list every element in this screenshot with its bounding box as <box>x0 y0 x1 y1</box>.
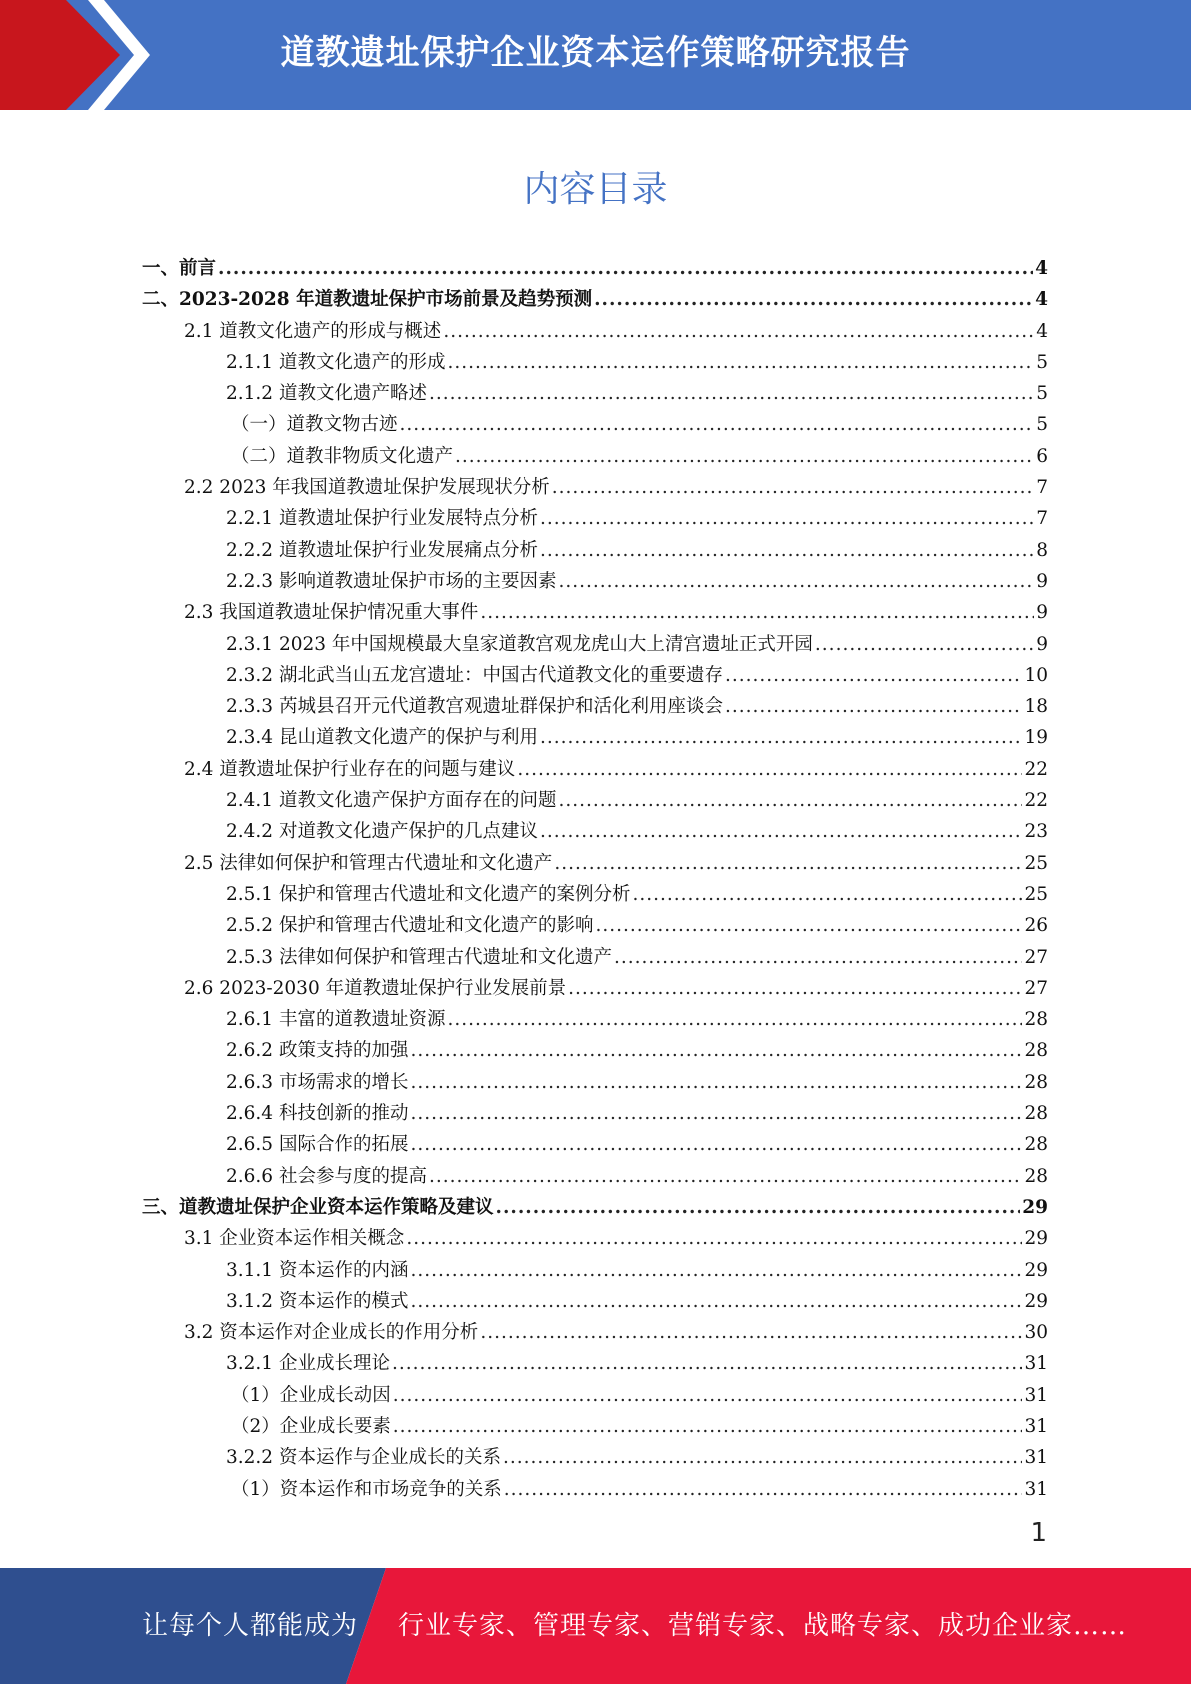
toc-entry-title: 一、前言 <box>142 258 217 279</box>
toc-entry-page: 23 <box>1024 821 1048 843</box>
toc-dot-leader <box>558 566 1034 597</box>
toc-entry-title: 2.6.4 科技创新的推动 <box>226 1103 409 1125</box>
toc-entry-title: 2.3.1 2023 年中国规模最大皇家道教宫观龙虎山大上清宫遗址正式开园 <box>226 633 813 655</box>
toc-entry[interactable] <box>142 347 1048 378</box>
toc-entry[interactable] <box>142 629 1048 660</box>
toc-dot-leader <box>429 378 1034 409</box>
toc-entry-title: 3.2.2 资本运作与企业成长的关系 <box>226 1447 501 1469</box>
toc-entry[interactable] <box>142 1067 1048 1098</box>
toc-entry[interactable] <box>142 1286 1048 1317</box>
toc-dot-leader <box>554 848 1022 879</box>
toc-entry[interactable] <box>142 1255 1048 1286</box>
toc-dot-leader <box>725 660 1022 691</box>
toc-entry-page: 22 <box>1024 758 1048 780</box>
toc-dot-leader <box>568 973 1022 1004</box>
toc-entry-page: 28 <box>1024 1103 1048 1125</box>
toc-dot-leader <box>558 785 1022 816</box>
toc-entry-title: 3.1 企业资本运作相关概念 <box>184 1228 405 1250</box>
toc-entry[interactable] <box>142 472 1048 503</box>
toc-dot-leader <box>410 1067 1022 1098</box>
page-number: 1 <box>1030 1518 1047 1548</box>
toc-entry[interactable] <box>142 1380 1048 1411</box>
toc-entry-title: （一）道教文物古迹 <box>231 414 398 436</box>
toc-entry[interactable] <box>142 910 1048 941</box>
toc-entry-page: 28 <box>1024 1165 1048 1187</box>
toc-entry-title: 2.6.6 社会参与度的提高 <box>226 1165 427 1187</box>
toc-entry-page: 6 <box>1036 445 1048 467</box>
toc-dot-leader <box>392 1348 1022 1379</box>
toc-entry-title: 2.1.1 道教文化遗产的形成 <box>226 351 446 373</box>
toc-dot-leader <box>443 316 1034 347</box>
toc-entry-page: 5 <box>1036 414 1048 436</box>
toc-entry-title: （1）资本运作和市场竞争的关系 <box>231 1478 502 1500</box>
toc-entry[interactable] <box>142 284 1048 315</box>
toc-entry[interactable] <box>142 535 1048 566</box>
toc-entry-page: 18 <box>1024 696 1048 718</box>
toc-entry[interactable] <box>142 691 1048 722</box>
toc-entry[interactable] <box>142 754 1048 785</box>
toc-dot-leader <box>393 1411 1023 1442</box>
toc-dot-leader <box>218 253 1033 284</box>
toc-entry-page: 26 <box>1024 915 1048 937</box>
toc-entry-title: 2.5.2 保护和管理古代遗址和文化遗产的影响 <box>226 915 594 937</box>
toc-entry[interactable] <box>142 879 1048 910</box>
toc-entry[interactable] <box>142 1442 1048 1473</box>
toc-entry-title: 2.6.5 国际合作的拓展 <box>226 1134 409 1156</box>
toc-entry[interactable] <box>142 597 1048 628</box>
toc-entry-title: 3.2.1 企业成长理论 <box>226 1353 390 1375</box>
toc-entry-title: 3.1.2 资本运作的模式 <box>226 1290 409 1312</box>
toc-dot-leader <box>400 409 1035 440</box>
toc-entry-page: 29 <box>1024 1290 1048 1312</box>
toc-entry-title: （二）道教非物质文化遗产 <box>231 445 454 467</box>
toc-dot-leader <box>410 1255 1022 1286</box>
toc-dot-leader <box>406 1223 1022 1254</box>
toc-dot-leader <box>410 1286 1022 1317</box>
toc-entry-page: 7 <box>1036 508 1048 530</box>
toc-dot-leader <box>480 597 1034 628</box>
toc-entry[interactable] <box>142 1474 1048 1505</box>
toc-dot-leader <box>410 1035 1022 1066</box>
toc-entry-title: 2.6 2023-2030 年道教遗址保护行业发展前景 <box>184 977 567 999</box>
toc-dot-leader <box>410 1129 1022 1160</box>
toc-entry-title: 2.1.2 道教文化遗产略述 <box>226 383 427 405</box>
footer-slogan-right: 行业专家、管理专家、营销专家、战略专家、成功企业家…… <box>398 1611 1128 1641</box>
toc-entry[interactable] <box>142 1004 1048 1035</box>
toc-entry[interactable] <box>142 973 1048 1004</box>
toc-dot-leader <box>480 1317 1022 1348</box>
toc-heading: 内容目录 <box>523 169 668 210</box>
toc-entry-page: 4 <box>1035 258 1048 279</box>
toc-entry[interactable] <box>142 316 1048 347</box>
toc-entry-title: 2.1 道教文化遗产的形成与概述 <box>184 320 442 342</box>
toc-entry-page: 27 <box>1024 977 1048 999</box>
toc-entry-title: 2.2.2 道教遗址保护行业发展痛点分析 <box>226 539 538 561</box>
toc-entry-page: 31 <box>1024 1415 1048 1437</box>
toc-entry[interactable] <box>142 848 1048 879</box>
toc-dot-leader <box>815 629 1034 660</box>
toc-entry-page: 29 <box>1024 1228 1048 1250</box>
toc-entry-title: 2.2.1 道教遗址保护行业发展特点分析 <box>226 508 538 530</box>
toc-entry-title: 2.5.1 保护和管理古代遗址和文化遗产的案例分析 <box>226 883 631 905</box>
toc-entry-page: 28 <box>1024 1134 1048 1156</box>
table-of-contents <box>142 253 1048 1505</box>
toc-entry-page: 25 <box>1024 883 1048 905</box>
toc-entry-title: （2）企业成长要素 <box>231 1415 391 1437</box>
toc-entry-title: 2.3.3 芮城县召开元代道教宫观遗址群保护和活化利用座谈会 <box>226 696 723 718</box>
toc-entry[interactable] <box>142 942 1048 973</box>
toc-entry-page: 28 <box>1024 1071 1048 1093</box>
toc-dot-leader <box>540 503 1034 534</box>
toc-dot-leader <box>503 1442 1022 1473</box>
toc-entry-title: 二、2023-2028 年道教遗址保护市场前景及趋势预测 <box>142 289 593 311</box>
toc-dot-leader <box>725 691 1022 722</box>
toc-entry-page: 25 <box>1024 852 1048 874</box>
toc-entry-page: 10 <box>1024 664 1048 686</box>
toc-entry[interactable] <box>142 785 1048 816</box>
toc-entry[interactable] <box>142 409 1048 440</box>
toc-entry-page: 29 <box>1022 1196 1048 1218</box>
toc-entry-page: 4 <box>1036 320 1048 342</box>
toc-entry-page: 19 <box>1024 727 1048 749</box>
toc-dot-leader <box>552 472 1034 503</box>
toc-dot-leader <box>447 1004 1022 1035</box>
toc-entry-title: 2.6.1 丰富的道教遗址资源 <box>226 1009 446 1031</box>
toc-entry-page: 5 <box>1036 351 1048 373</box>
toc-dot-leader <box>410 1098 1022 1129</box>
toc-entry[interactable] <box>142 722 1048 753</box>
toc-dot-leader <box>496 1192 1021 1223</box>
toc-entry[interactable] <box>142 816 1048 847</box>
toc-entry-title: 2.2.3 影响道教遗址保护市场的主要因素 <box>226 570 557 592</box>
toc-dot-leader <box>504 1474 1023 1505</box>
toc-dot-leader <box>540 722 1022 753</box>
toc-entry-page: 22 <box>1024 790 1048 812</box>
toc-entry[interactable] <box>142 441 1048 472</box>
toc-entry[interactable] <box>142 1411 1048 1442</box>
toc-entry[interactable] <box>142 660 1048 691</box>
toc-entry-page: 29 <box>1024 1259 1048 1281</box>
toc-entry-title: 2.6.2 政策支持的加强 <box>226 1040 409 1062</box>
toc-dot-leader <box>429 1161 1022 1192</box>
toc-entry-page: 31 <box>1024 1353 1048 1375</box>
toc-entry-page: 31 <box>1024 1384 1048 1406</box>
header-band <box>0 0 1191 110</box>
toc-entry[interactable] <box>142 1098 1048 1129</box>
toc-entry-title: 2.3.2 湖北武当山五龙宫遗址：中国古代道教文化的重要遗存 <box>226 664 723 686</box>
toc-dot-leader <box>540 816 1022 847</box>
footer-slogan-left: 让每个人都能成为 <box>142 1611 359 1641</box>
toc-entry-page: 8 <box>1036 539 1048 561</box>
toc-dot-leader <box>632 879 1022 910</box>
toc-entry[interactable] <box>142 503 1048 534</box>
toc-entry-page: 9 <box>1036 602 1048 624</box>
toc-entry[interactable] <box>142 1223 1048 1254</box>
toc-entry-title: 2.6.3 市场需求的增长 <box>226 1071 409 1093</box>
toc-entry-title: 3.2 资本运作对企业成长的作用分析 <box>184 1322 479 1344</box>
toc-entry-title: 2.3.4 昆山道教文化遗产的保护与利用 <box>226 727 538 749</box>
toc-dot-leader <box>614 942 1022 973</box>
toc-dot-leader <box>447 347 1034 378</box>
toc-entry-page: 4 <box>1035 289 1048 311</box>
report-title: 道教遗址保护企业资本运作策略研究报告 <box>280 33 911 73</box>
toc-entry[interactable] <box>142 1035 1048 1066</box>
toc-dot-leader <box>540 535 1034 566</box>
toc-entry-page: 30 <box>1024 1322 1048 1344</box>
footer-band <box>0 1568 1191 1684</box>
toc-entry-title: 3.1.1 资本运作的内涵 <box>226 1259 409 1281</box>
toc-entry-page: 27 <box>1024 946 1048 968</box>
toc-entry-title: 2.5 法律如何保护和管理古代遗址和文化遗产 <box>184 852 553 874</box>
toc-entry[interactable] <box>142 566 1048 597</box>
toc-entry[interactable] <box>142 1348 1048 1379</box>
toc-dot-leader <box>393 1380 1023 1411</box>
toc-entry-page: 5 <box>1036 383 1048 405</box>
toc-dot-leader <box>595 910 1022 941</box>
toc-entry-page: 9 <box>1036 570 1048 592</box>
toc-entry-page: 9 <box>1036 633 1048 655</box>
toc-entry[interactable] <box>142 1161 1048 1192</box>
toc-entry[interactable] <box>142 1129 1048 1160</box>
toc-entry[interactable] <box>142 378 1048 409</box>
toc-entry-title: 2.3 我国道教遗址保护情况重大事件 <box>184 602 479 624</box>
toc-dot-leader <box>455 441 1034 472</box>
toc-entry[interactable] <box>142 1192 1048 1223</box>
toc-dot-leader <box>594 284 1033 315</box>
toc-entry-title: 2.5.3 法律如何保护和管理古代遗址和文化遗产 <box>226 946 612 968</box>
toc-dot-leader <box>517 754 1022 785</box>
toc-entry-title: 三、道教遗址保护企业资本运作策略及建议 <box>142 1196 494 1218</box>
toc-entry-title: 2.4.1 道教文化遗产保护方面存在的问题 <box>226 790 557 812</box>
toc-entry-page: 31 <box>1024 1447 1048 1469</box>
toc-entry-page: 31 <box>1024 1478 1048 1500</box>
toc-entry-page: 28 <box>1024 1040 1048 1062</box>
toc-entry-title: （1）企业成长动因 <box>231 1384 391 1406</box>
toc-entry-title: 2.2 2023 年我国道教遗址保护发展现状分析 <box>184 477 550 499</box>
toc-entry[interactable] <box>142 1317 1048 1348</box>
toc-entry-title: 2.4 道教遗址保护行业存在的问题与建议 <box>184 758 516 780</box>
toc-entry[interactable] <box>142 253 1048 284</box>
toc-entry-page: 7 <box>1036 477 1048 499</box>
toc-entry-page: 28 <box>1024 1009 1048 1031</box>
toc-entry-title: 2.4.2 对道教文化遗产保护的几点建议 <box>226 821 538 843</box>
